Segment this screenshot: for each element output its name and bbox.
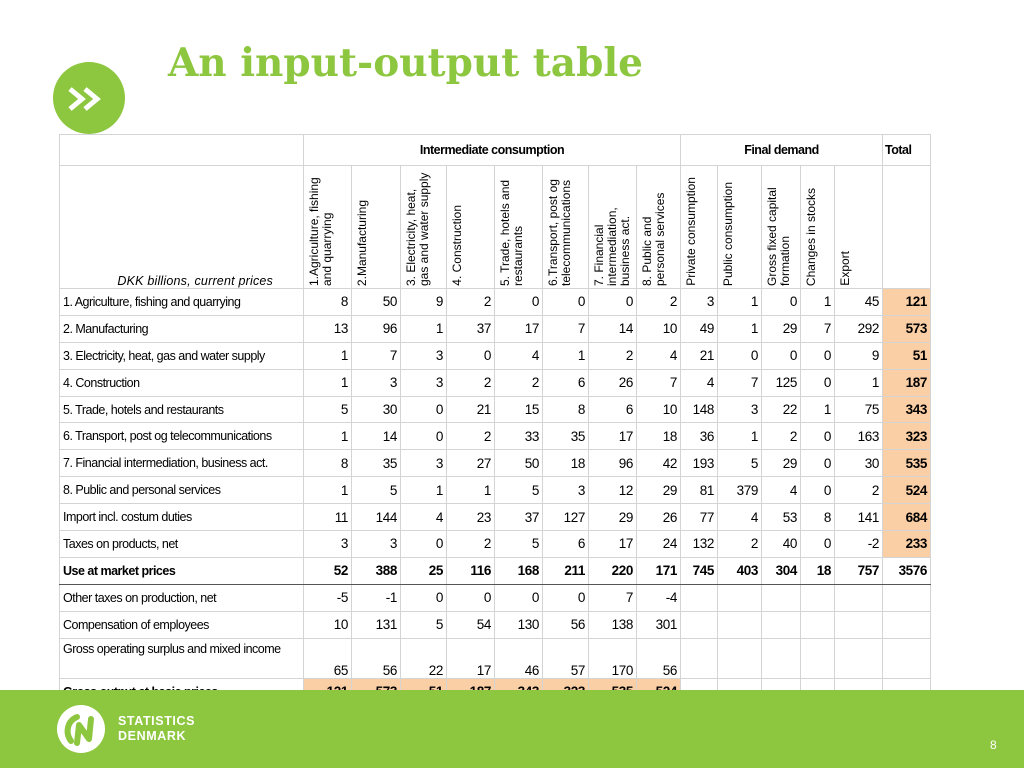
row-label: 8. Public and personal services [60,477,304,504]
table-cell: 33 [495,423,543,450]
table-cell [835,584,883,611]
table-cell: 7 [543,315,589,342]
table-cell: 3 [401,450,447,477]
table-row [60,450,931,477]
double-chevron-icon [67,86,111,112]
table-cell [718,611,762,638]
table-cell: 46 [495,638,543,678]
table-cell: 75 [835,396,883,423]
table-cell: 0 [401,423,447,450]
column-header [352,166,401,289]
table-cell [835,611,883,638]
table-cell: 0 [801,342,835,369]
table-cell: 2 [495,369,543,396]
table-cell: 96 [589,450,637,477]
table-cell: 12 [589,477,637,504]
table-cell [801,584,835,611]
chevron-badge [53,62,125,134]
table-cell: 0 [543,584,589,611]
table-cell: 21 [681,342,718,369]
table-cell: 130 [495,611,543,638]
row-label: Compensation of employees [60,611,304,638]
table-cell: 14 [589,315,637,342]
table-cell: 7 [718,369,762,396]
table-cell: 2 [447,531,495,558]
table-cell: 193 [681,450,718,477]
row-label: 4. Construction [60,369,304,396]
table-cell: 5 [495,477,543,504]
table-row [60,396,931,423]
table-cell: 301 [637,611,681,638]
table-cell: 56 [352,638,401,678]
table-cell: 131 [352,611,401,638]
table-cell: 6 [543,531,589,558]
table-cell: 5 [495,531,543,558]
table-cell: 57 [543,638,589,678]
table-cell: 15 [495,396,543,423]
logo-line-1: STATISTICS [118,714,196,728]
table-cell: 2 [718,531,762,558]
table-cell: 0 [401,531,447,558]
logo-line-2: DENMARK [118,729,187,743]
table-row [60,504,931,531]
table-row [60,557,931,584]
column-header [589,166,637,289]
table-cell: 292 [835,315,883,342]
table-cell: 3 [304,531,352,558]
row-label: 7. Financial intermediation, business act. [60,450,304,477]
table-cell: 0 [801,423,835,450]
column-header-label: 4. Construction [450,205,464,286]
row-label: Import incl. costum duties [60,504,304,531]
table-cell: 8 [543,396,589,423]
units-label: DKK billions, current prices [60,166,304,289]
table-cell: 4 [681,369,718,396]
table-cell: 1 [304,477,352,504]
table-cell: 0 [447,342,495,369]
row-label: Taxes on products, net [60,531,304,558]
table-cell: 1 [718,423,762,450]
table-cell [681,611,718,638]
table-cell: 0 [589,289,637,316]
table-cell: 18 [801,557,835,584]
table-cell: 3 [681,289,718,316]
table-cell: 42 [637,450,681,477]
row-total-cell: 684 [883,504,931,531]
table-cell: 1 [401,477,447,504]
table-cell: 17 [495,315,543,342]
table-cell: 0 [543,289,589,316]
table-cell: 3 [352,531,401,558]
table-cell: 2 [447,423,495,450]
column-header [401,166,447,289]
table-cell: 56 [543,611,589,638]
table-cell: 0 [401,584,447,611]
table-cell: 0 [718,342,762,369]
table-cell: 29 [589,504,637,531]
table-cell: 144 [352,504,401,531]
row-total-cell: 187 [883,369,931,396]
column-header-label: 7. Financial intermediation, business act. [592,207,632,286]
table-cell: 52 [304,557,352,584]
row-total-cell [883,611,931,638]
table-cell: 8 [304,289,352,316]
row-label: Gross operating surplus and mixed income [60,638,304,678]
input-output-table [59,134,931,705]
column-header [762,166,801,289]
column-header-label: 2.Manufacturing [355,199,369,286]
table-cell: 40 [762,531,801,558]
table-cell: 96 [352,315,401,342]
row-label: 5. Trade, hotels and restaurants [60,396,304,423]
table-cell: -4 [637,584,681,611]
table-cell: -2 [835,531,883,558]
table-cell: 4 [495,342,543,369]
row-label: 1. Agriculture, fishing and quarrying [60,289,304,316]
table-cell: 403 [718,557,762,584]
table-cell: 11 [304,504,352,531]
table-cell: 745 [681,557,718,584]
table-cell: 49 [681,315,718,342]
table-cell: 26 [637,504,681,531]
table-cell: 0 [762,289,801,316]
table-cell: 9 [835,342,883,369]
table-cell: 3 [401,342,447,369]
table-cell: 125 [762,369,801,396]
table-cell: 1 [304,369,352,396]
table-cell: 1 [447,477,495,504]
table-cell: 132 [681,531,718,558]
column-header [304,166,352,289]
row-label: Other taxes on production, net [60,584,304,611]
table-cell: -5 [304,584,352,611]
table-cell: 5 [304,396,352,423]
table-cell: 22 [401,638,447,678]
table-row [60,423,931,450]
table-cell: 1 [401,315,447,342]
table-cell: 7 [637,369,681,396]
row-total-cell: 233 [883,531,931,558]
table-cell: 1 [304,342,352,369]
table-cell: 17 [589,423,637,450]
table-cell: 4 [718,504,762,531]
table-cell: 3 [401,369,447,396]
table-cell: -1 [352,584,401,611]
table-cell: 0 [447,584,495,611]
table-cell: 148 [681,396,718,423]
column-header-label: Export [838,251,852,286]
column-header [637,166,681,289]
table-row [60,289,931,316]
table-cell: 65 [304,638,352,678]
table-cell: 141 [835,504,883,531]
table-cell: 0 [401,396,447,423]
table-cell: 1 [304,423,352,450]
table-cell: 0 [801,369,835,396]
column-header-label: 1.Agriculture, fishing and quarrying [307,177,334,286]
table-cell: 14 [352,423,401,450]
table-cell: 1 [718,315,762,342]
column-header-label: 6.Transport, post og telecommunications [546,179,573,286]
table-cell: 4 [637,342,681,369]
table-cell: 211 [543,557,589,584]
table-cell: 127 [543,504,589,531]
table-row [60,477,931,504]
table-cell: 81 [681,477,718,504]
table-cell: 56 [637,638,681,678]
table-cell: 171 [637,557,681,584]
table-cell: 29 [762,450,801,477]
table-cell: 7 [352,342,401,369]
table-cell: 18 [637,423,681,450]
column-header-label: Changes in stocks [804,187,818,286]
table-cell: 304 [762,557,801,584]
table-cell: 30 [352,396,401,423]
table-row [60,584,931,611]
table-cell: 0 [801,531,835,558]
page-number: 8 [990,738,997,752]
table-cell: 5 [718,450,762,477]
table-cell: 6 [543,369,589,396]
table-cell [801,638,835,678]
table-cell: 4 [762,477,801,504]
table-cell: 168 [495,557,543,584]
table-cell: 8 [801,504,835,531]
table-cell: 388 [352,557,401,584]
row-label: 6. Transport, post og telecommunications [60,423,304,450]
table-cell: 0 [762,342,801,369]
table-cell: 163 [835,423,883,450]
row-total-cell: 51 [883,342,931,369]
table-cell: 18 [543,450,589,477]
table-cell: 37 [495,504,543,531]
table-row [60,531,931,558]
row-total-cell: 535 [883,450,931,477]
group-header-row [60,135,931,166]
table-cell: 10 [637,396,681,423]
column-header [835,166,883,289]
table-cell: 1 [718,289,762,316]
table-cell [681,638,718,678]
table-cell: 23 [447,504,495,531]
table-cell: 35 [543,423,589,450]
table-cell: 1 [801,289,835,316]
table-cell: 2 [589,342,637,369]
table-cell: 2 [835,477,883,504]
table-cell: 1 [835,369,883,396]
table-cell: 2 [447,289,495,316]
column-header-label: 8. Public and personal services [640,192,667,286]
table-cell: 17 [447,638,495,678]
table-cell: 29 [762,315,801,342]
table-cell: 379 [718,477,762,504]
table-cell: 24 [637,531,681,558]
table-row [60,342,931,369]
column-header [681,166,718,289]
row-label: Use at market prices [60,557,304,584]
table-cell: 45 [835,289,883,316]
column-header-label: Gross fixed capital formation [765,187,792,286]
column-header-label: Private consumption [684,177,698,286]
row-label: 3. Electricity, heat, gas and water supply [60,342,304,369]
table-row [60,611,931,638]
total-column-header [883,166,931,289]
table-cell: 50 [495,450,543,477]
table-cell: 2 [447,369,495,396]
table-cell: 50 [352,289,401,316]
table-cell: 1 [543,342,589,369]
table-cell: 3 [543,477,589,504]
table-cell: 5 [401,611,447,638]
row-total-cell: 121 [883,289,931,316]
table-cell: 53 [762,504,801,531]
table-cell: 36 [681,423,718,450]
table-cell: 3 [352,369,401,396]
table-cell: 220 [589,557,637,584]
table-cell: 37 [447,315,495,342]
final-demand-header: Final demand [681,135,883,166]
table-cell: 21 [447,396,495,423]
table-row [60,369,931,396]
table-cell: 2 [637,289,681,316]
table-cell: 7 [589,584,637,611]
table-cell: 17 [589,531,637,558]
column-header [495,166,543,289]
table-cell: 8 [304,450,352,477]
table-cell: 35 [352,450,401,477]
table-cell: 2 [762,423,801,450]
table-cell: 77 [681,504,718,531]
table-cell: 4 [401,504,447,531]
table-cell [762,584,801,611]
column-header-row [60,166,931,289]
table-cell: 116 [447,557,495,584]
table-cell: 25 [401,557,447,584]
table-cell: 10 [637,315,681,342]
table-cell: 27 [447,450,495,477]
table-cell [835,638,883,678]
slide-title: An input-output table [168,40,643,86]
row-total-cell: 3576 [883,557,931,584]
table-cell: 9 [401,289,447,316]
table-cell: 0 [801,477,835,504]
logo-text [118,714,195,744]
table-cell: 26 [589,369,637,396]
total-header: Total [883,135,931,166]
column-header [801,166,835,289]
row-total-cell [883,638,931,678]
row-total-cell: 524 [883,477,931,504]
table-cell [718,638,762,678]
table-row [60,315,931,342]
table-cell: 5 [352,477,401,504]
table-cell [762,611,801,638]
table-cell [681,584,718,611]
row-total-cell: 573 [883,315,931,342]
table-cell: 54 [447,611,495,638]
column-header [447,166,495,289]
table-cell: 29 [637,477,681,504]
table-cell: 30 [835,450,883,477]
table-cell: 0 [801,450,835,477]
column-header [543,166,589,289]
table-cell: 10 [304,611,352,638]
column-header-label: Public consumption [721,181,735,286]
row-total-cell: 343 [883,396,931,423]
row-total-cell: 323 [883,423,931,450]
row-label: 2. Manufacturing [60,315,304,342]
table-cell: 1 [801,396,835,423]
column-header [718,166,762,289]
table-cell [762,638,801,678]
table-cell: 7 [801,315,835,342]
table-cell: 6 [589,396,637,423]
table-cell [718,584,762,611]
table-cell: 0 [495,289,543,316]
intermediate-consumption-header: Intermediate consumption [304,135,681,166]
table-cell: 138 [589,611,637,638]
table-cell: 757 [835,557,883,584]
table-cell: 0 [495,584,543,611]
table-cell [801,611,835,638]
column-header-label: 3. Electricity, heat, gas and water supply [404,172,431,286]
table-cell: 22 [762,396,801,423]
column-header-label: 5. Trade, hotels and restaurants [498,179,525,286]
table-cell: 13 [304,315,352,342]
table-cell: 170 [589,638,637,678]
table-row [60,638,931,678]
table-cell: 3 [718,396,762,423]
statistics-denmark-logo-icon [57,705,105,753]
empty-header-cell [60,135,304,166]
row-total-cell [883,584,931,611]
